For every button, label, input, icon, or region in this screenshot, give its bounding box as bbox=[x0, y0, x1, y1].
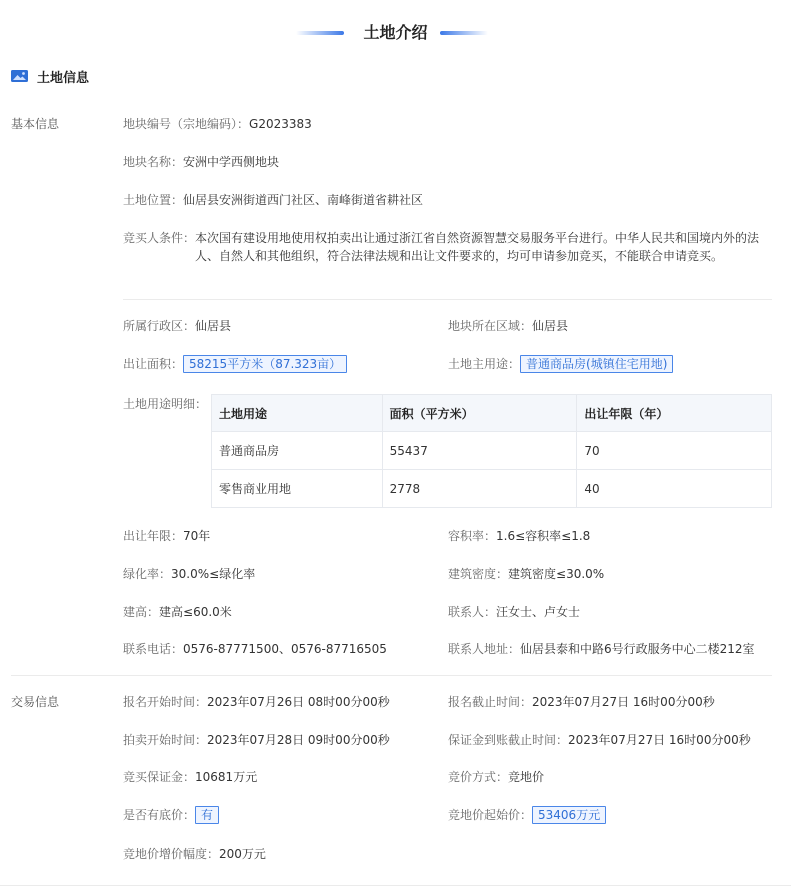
field-value: 2023年07月28日 09时00分00秒 bbox=[207, 733, 390, 747]
field-bidder-conditions bbox=[123, 229, 775, 265]
field-label: 所属行政区： bbox=[123, 319, 196, 333]
table-cell: 70 bbox=[577, 432, 772, 470]
field-label: 绿化率： bbox=[123, 567, 172, 581]
field-label: 竞地价起始价： bbox=[448, 808, 533, 822]
field-value: 本次国有建设用地使用权拍卖出让通过浙江省自然资源智慧交易服务平台进行。中华人民共和国境内外的法人、自然人和其他组织，符合法律法规和出让文件要求的，均可申请参加竞买，不能联合申请竞买。 bbox=[195, 231, 760, 263]
field-reserve-price bbox=[123, 806, 219, 824]
field-reg-end bbox=[448, 693, 715, 711]
table-cell: 零售商业用地 bbox=[212, 470, 383, 508]
field-plot-code bbox=[123, 115, 312, 133]
group-label-basic: 基本信息 bbox=[11, 117, 60, 131]
field-value: 建高≤60.0米 bbox=[159, 605, 232, 619]
field-label: 竞价方式： bbox=[448, 770, 509, 784]
field-label: 建高： bbox=[123, 605, 160, 619]
table-header-row bbox=[212, 395, 772, 432]
field-main-use bbox=[448, 355, 673, 373]
title-decoration-right bbox=[440, 31, 488, 35]
field-label: 报名开始时间： bbox=[123, 695, 208, 709]
field-plot-name bbox=[123, 153, 279, 171]
field-value: 仙居县 bbox=[195, 319, 232, 333]
field-auction-start bbox=[123, 731, 390, 749]
table-cell: 55437 bbox=[382, 432, 577, 470]
field-value: 2023年07月27日 16时00分00秒 bbox=[532, 695, 715, 709]
group-label-trade: 交易信息 bbox=[11, 695, 60, 709]
field-start-price bbox=[448, 806, 606, 824]
field-label: 是否有底价： bbox=[123, 808, 196, 822]
field-far bbox=[448, 527, 590, 545]
field-label: 地块所在区域： bbox=[448, 319, 533, 333]
field-label: 保证金到账截止时间： bbox=[448, 733, 569, 747]
field-value: 2023年07月26日 08时00分00秒 bbox=[207, 695, 390, 709]
field-value: 汪女士、卢女士 bbox=[496, 605, 581, 619]
field-increment bbox=[123, 845, 266, 863]
bottom-divider bbox=[0, 885, 791, 886]
field-value: 仙居县 bbox=[532, 319, 569, 333]
field-value: 200万元 bbox=[219, 847, 266, 861]
field-value: 仙居县安洲街道西门社区、南峰街道省耕社区 bbox=[183, 193, 424, 207]
field-label: 出让面积： bbox=[123, 357, 184, 371]
field-label: 建筑密度： bbox=[448, 567, 509, 581]
field-value: 2023年07月27日 16时00分00秒 bbox=[568, 733, 751, 747]
field-value: 30.0%≤绿化率 bbox=[171, 567, 256, 581]
field-phone bbox=[123, 640, 387, 658]
column-header-use: 土地用途 bbox=[212, 395, 383, 432]
table-cell: 40 bbox=[577, 470, 772, 508]
field-label: 联系人地址： bbox=[448, 642, 521, 656]
column-header-term: 出让年限（年） bbox=[577, 395, 772, 432]
table-row bbox=[212, 432, 772, 470]
start-price-tag: 53406万元 bbox=[532, 806, 606, 824]
field-contact bbox=[448, 603, 580, 621]
field-land-area bbox=[123, 355, 347, 373]
page-title-text: 土地介绍 bbox=[363, 23, 428, 42]
field-value: 10681万元 bbox=[195, 770, 258, 784]
reserve-price-tag: 有 bbox=[195, 806, 219, 824]
field-value: 仙居县泰和中路6号行政服务中心二楼212室 bbox=[520, 642, 755, 656]
field-deposit-deadline bbox=[448, 731, 751, 749]
field-label: 联系电话： bbox=[123, 642, 184, 656]
field-label: 容积率： bbox=[448, 529, 497, 543]
column-header-area: 面积（平方米） bbox=[382, 395, 577, 432]
divider bbox=[123, 299, 772, 300]
field-value: 1.6≤容积率≤1.8 bbox=[496, 529, 591, 543]
field-density bbox=[448, 565, 604, 583]
field-label: 竞买人条件： bbox=[123, 231, 196, 245]
field-height bbox=[123, 603, 232, 621]
section-divider bbox=[11, 675, 772, 676]
field-label: 报名截止时间： bbox=[448, 695, 533, 709]
field-label: 联系人： bbox=[448, 605, 497, 619]
field-value: 70年 bbox=[183, 529, 211, 543]
page-title bbox=[0, 20, 791, 46]
field-value: 0576-87771500、0576-87716505 bbox=[183, 642, 387, 656]
table-cell: 普通商品房 bbox=[212, 432, 383, 470]
field-label: 竞买保证金： bbox=[123, 770, 196, 784]
field-label: 地块编号（宗地编码）： bbox=[123, 117, 250, 131]
land-area-tag: 58215平方米（87.323亩） bbox=[183, 355, 347, 373]
field-bid-method bbox=[448, 768, 544, 786]
field-label: 土地位置： bbox=[123, 193, 184, 207]
field-value: 竞地价 bbox=[508, 770, 545, 784]
field-district bbox=[123, 317, 231, 335]
field-label: 出让年限： bbox=[123, 529, 184, 543]
field-value: G2023383 bbox=[249, 117, 312, 131]
field-label: 拍卖开始时间： bbox=[123, 733, 208, 747]
field-label: 地块名称： bbox=[123, 155, 184, 169]
field-term bbox=[123, 527, 210, 545]
field-label: 土地主用途： bbox=[448, 357, 521, 371]
table-cell: 2778 bbox=[382, 470, 577, 508]
main-use-tag: 普通商品房(城镇住宅用地) bbox=[520, 355, 673, 373]
field-value: 建筑密度≤30.0% bbox=[508, 567, 605, 581]
field-use-detail bbox=[123, 395, 207, 413]
section-title: 土地信息 bbox=[37, 70, 90, 86]
field-deposit bbox=[123, 768, 257, 786]
land-use-table bbox=[211, 394, 772, 508]
section-header bbox=[11, 66, 89, 86]
table-row bbox=[212, 470, 772, 508]
field-area-region bbox=[448, 317, 568, 335]
field-location bbox=[123, 191, 423, 209]
field-value: 安洲中学西侧地块 bbox=[183, 155, 280, 169]
field-green-rate bbox=[123, 565, 255, 583]
field-reg-start bbox=[123, 693, 390, 711]
title-decoration-left bbox=[296, 31, 344, 35]
field-address bbox=[448, 640, 755, 658]
image-icon bbox=[11, 70, 28, 82]
field-label: 土地用途明细： bbox=[123, 397, 208, 411]
field-label: 竞地价增价幅度： bbox=[123, 847, 220, 861]
